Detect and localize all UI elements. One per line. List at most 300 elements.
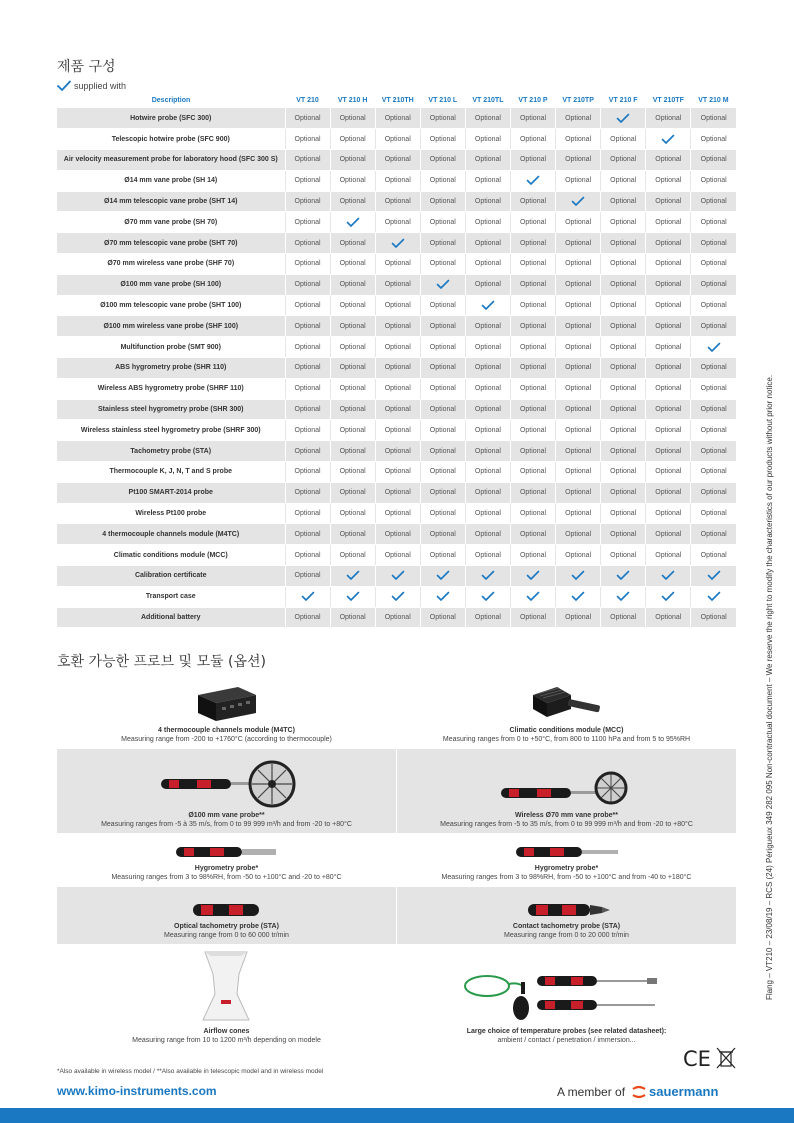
cell-optional: Optional bbox=[691, 129, 736, 150]
cell-optional: Optional bbox=[646, 524, 691, 545]
header-model: VT 210 L bbox=[428, 97, 458, 104]
cell-optional: Optional bbox=[285, 503, 330, 524]
product-name: Hygrometry probe* bbox=[534, 865, 599, 872]
product-row bbox=[57, 834, 736, 886]
check-icon bbox=[707, 342, 721, 353]
table-row bbox=[57, 212, 736, 233]
check-icon bbox=[481, 570, 495, 581]
cell-supplied bbox=[691, 586, 736, 607]
table-row bbox=[57, 316, 736, 337]
cell-optional: Optional bbox=[556, 233, 601, 254]
check-icon bbox=[436, 570, 450, 581]
cell-optional: Optional bbox=[646, 337, 691, 358]
check-icon bbox=[571, 196, 585, 207]
cell-supplied bbox=[556, 191, 601, 212]
cell-optional: Optional bbox=[556, 170, 601, 191]
climatic-module-icon bbox=[527, 683, 607, 723]
product-name: Hygrometry probe* bbox=[194, 865, 259, 872]
cell-optional: Optional bbox=[601, 274, 646, 295]
cell-optional: Optional bbox=[601, 337, 646, 358]
cell-supplied bbox=[375, 233, 420, 254]
cell-optional: Optional bbox=[420, 233, 465, 254]
cell-optional: Optional bbox=[556, 545, 601, 566]
cell-optional: Optional bbox=[465, 482, 510, 503]
cell-optional: Optional bbox=[420, 420, 465, 441]
cell-optional: Optional bbox=[285, 337, 330, 358]
cell-optional: Optional bbox=[556, 482, 601, 503]
bottom-bar bbox=[0, 1108, 794, 1123]
table-row bbox=[57, 150, 736, 171]
cell-optional: Optional bbox=[465, 191, 510, 212]
cell-optional: Optional bbox=[510, 399, 555, 420]
cell-supplied bbox=[601, 108, 646, 129]
cell-supplied bbox=[420, 566, 465, 587]
cell-optional: Optional bbox=[510, 129, 555, 150]
check-icon bbox=[526, 591, 540, 602]
cell-optional: Optional bbox=[420, 337, 465, 358]
cell-optional: Optional bbox=[375, 524, 420, 545]
vane-probe-icon bbox=[497, 768, 637, 808]
row-description: Calibration certificate bbox=[57, 566, 285, 587]
cell-optional: Optional bbox=[646, 295, 691, 316]
cell-optional: Optional bbox=[375, 482, 420, 503]
cell-optional: Optional bbox=[285, 295, 330, 316]
cell-optional: Optional bbox=[285, 191, 330, 212]
airflow-cone-icon bbox=[197, 948, 257, 1024]
table-row bbox=[57, 503, 736, 524]
product-desc: Measuring range from -200 to +1760°C (according to thermocouple) bbox=[121, 736, 332, 743]
product-desc: Measuring ranges from 3 to 98%RH, from -50 to +100°C and from -40 to +180°C bbox=[441, 874, 692, 881]
cell-optional: Optional bbox=[375, 170, 420, 191]
products-grid bbox=[57, 676, 736, 1049]
cell-optional: Optional bbox=[330, 441, 375, 462]
cell-optional: Optional bbox=[330, 316, 375, 337]
legend-supplied bbox=[57, 80, 126, 92]
check-icon bbox=[346, 570, 360, 581]
cell-optional: Optional bbox=[285, 420, 330, 441]
check-icon bbox=[436, 279, 450, 290]
cell-optional: Optional bbox=[375, 150, 420, 171]
cell-optional: Optional bbox=[646, 358, 691, 379]
cell-optional: Optional bbox=[601, 378, 646, 399]
cell-optional: Optional bbox=[556, 274, 601, 295]
product-name: Large choice of temperature probes (see related datasheet): bbox=[466, 1028, 667, 1035]
cell-optional: Optional bbox=[330, 503, 375, 524]
cell-optional: Optional bbox=[691, 254, 736, 275]
cell-optional: Optional bbox=[285, 212, 330, 233]
product-desc: Measuring range from 0 to 60 000 tr/min bbox=[164, 932, 289, 939]
cell-optional: Optional bbox=[465, 503, 510, 524]
cell-optional: Optional bbox=[285, 441, 330, 462]
cell-optional: Optional bbox=[465, 212, 510, 233]
cell-optional: Optional bbox=[465, 420, 510, 441]
product-name: Climatic conditions module (MCC) bbox=[509, 727, 624, 734]
cell-optional: Optional bbox=[601, 358, 646, 379]
cell-optional: Optional bbox=[646, 108, 691, 129]
cell-supplied bbox=[330, 566, 375, 587]
cell-optional: Optional bbox=[510, 420, 555, 441]
cell-optional: Optional bbox=[420, 503, 465, 524]
cell-optional: Optional bbox=[465, 233, 510, 254]
check-icon bbox=[391, 238, 405, 249]
cell-optional: Optional bbox=[556, 337, 601, 358]
check-icon bbox=[571, 591, 585, 602]
check-icon bbox=[661, 591, 675, 602]
cell-optional: Optional bbox=[510, 441, 555, 462]
cell-optional: Optional bbox=[420, 170, 465, 191]
cell-optional: Optional bbox=[465, 545, 510, 566]
cell-optional: Optional bbox=[556, 358, 601, 379]
check-icon bbox=[526, 175, 540, 186]
check-icon bbox=[707, 591, 721, 602]
check-icon bbox=[391, 570, 405, 581]
sauermann-logo bbox=[631, 1084, 718, 1099]
cell-supplied bbox=[510, 170, 555, 191]
cell-supplied bbox=[646, 129, 691, 150]
cell-optional: Optional bbox=[285, 358, 330, 379]
cell-optional: Optional bbox=[375, 295, 420, 316]
row-description: Thermocouple K, J, N, T and S probe bbox=[57, 462, 285, 483]
cell-optional: Optional bbox=[285, 524, 330, 545]
cell-optional: Optional bbox=[510, 150, 555, 171]
cell-optional: Optional bbox=[556, 420, 601, 441]
cell-optional: Optional bbox=[375, 254, 420, 275]
table-row bbox=[57, 441, 736, 462]
row-description: 4 thermocouple channels module (M4TC) bbox=[57, 524, 285, 545]
cell-optional: Optional bbox=[375, 358, 420, 379]
check-icon bbox=[526, 570, 540, 581]
cell-optional: Optional bbox=[556, 462, 601, 483]
member-label: A member of bbox=[557, 1084, 626, 1099]
cell-optional: Optional bbox=[330, 607, 375, 628]
cell-optional: Optional bbox=[601, 191, 646, 212]
cell-optional: Optional bbox=[510, 378, 555, 399]
cell-optional: Optional bbox=[375, 378, 420, 399]
row-description: Air velocity measurement probe for laboratory hood (SFC 300 S) bbox=[57, 150, 285, 171]
cell-optional: Optional bbox=[330, 378, 375, 399]
row-description: Ø14 mm vane probe (SH 14) bbox=[57, 170, 285, 191]
cell-optional: Optional bbox=[510, 212, 555, 233]
cell-optional: Optional bbox=[646, 545, 691, 566]
cell-optional: Optional bbox=[420, 212, 465, 233]
cell-optional: Optional bbox=[601, 170, 646, 191]
cell-optional: Optional bbox=[285, 482, 330, 503]
row-description: Wireless stainless steel hygrometry probe (SHRF 300) bbox=[57, 420, 285, 441]
table-row bbox=[57, 586, 736, 607]
cell-optional: Optional bbox=[420, 191, 465, 212]
cell-optional: Optional bbox=[420, 378, 465, 399]
product-desc: Measuring ranges from 0 to +50°C, from 800 to 1100 hPa and from 5 to 95%RH bbox=[442, 736, 691, 743]
cell-supplied bbox=[691, 337, 736, 358]
cell-optional: Optional bbox=[646, 170, 691, 191]
cell-optional: Optional bbox=[375, 274, 420, 295]
cell-optional: Optional bbox=[691, 191, 736, 212]
cell-optional: Optional bbox=[691, 503, 736, 524]
cell-optional: Optional bbox=[285, 274, 330, 295]
page-title: 제품 구성 bbox=[57, 59, 116, 75]
cell-optional: Optional bbox=[420, 399, 465, 420]
row-description: ABS hygrometry probe (SHR 110) bbox=[57, 358, 285, 379]
cell-optional: Optional bbox=[285, 378, 330, 399]
cell-optional: Optional bbox=[691, 524, 736, 545]
product-desc: Measuring ranges from -5 to 35 m/s, from 0 to 99 999 m³/h and from -20 to +80°C bbox=[440, 821, 693, 828]
row-description: Hotwire probe (SFC 300) bbox=[57, 108, 285, 129]
cell-optional: Optional bbox=[465, 441, 510, 462]
cell-optional: Optional bbox=[330, 337, 375, 358]
table-row bbox=[57, 170, 736, 191]
cell-supplied bbox=[420, 586, 465, 607]
row-description: Transport case bbox=[57, 586, 285, 607]
legal-side-text: Flang – VT210 – 23/08/19 – RCS (24) Périgueux 349 282 095 Non-contractual document – We reserve the right to modify the characteristics of our products without prior notice. bbox=[765, 374, 774, 1000]
table-row bbox=[57, 129, 736, 150]
cell-optional: Optional bbox=[601, 316, 646, 337]
cell-optional: Optional bbox=[420, 482, 465, 503]
product-desc: Measuring ranges from -5 à 35 m/s, from 0 to 99 999 m³/h and from -20 to +80°C bbox=[101, 821, 352, 828]
cell-optional: Optional bbox=[285, 545, 330, 566]
header-model: VT 210 bbox=[296, 97, 319, 104]
cell-optional: Optional bbox=[556, 254, 601, 275]
product-desc: Measuring range from 10 to 1200 m³/h depending on modele bbox=[132, 1037, 321, 1044]
cell-optional: Optional bbox=[691, 545, 736, 566]
cell-optional: Optional bbox=[556, 295, 601, 316]
check-icon bbox=[301, 591, 315, 602]
cell-optional: Optional bbox=[330, 482, 375, 503]
cell-optional: Optional bbox=[556, 399, 601, 420]
cell-optional: Optional bbox=[691, 233, 736, 254]
cell-optional: Optional bbox=[285, 150, 330, 171]
cell-optional: Optional bbox=[510, 482, 555, 503]
cell-supplied bbox=[375, 586, 420, 607]
product-name: Airflow cones bbox=[203, 1028, 250, 1035]
check-icon bbox=[481, 591, 495, 602]
cell-optional: Optional bbox=[375, 399, 420, 420]
cell-optional: Optional bbox=[601, 462, 646, 483]
cell-optional: Optional bbox=[691, 212, 736, 233]
table-row bbox=[57, 420, 736, 441]
product-card bbox=[57, 887, 396, 944]
cell-supplied bbox=[465, 586, 510, 607]
cell-optional: Optional bbox=[330, 358, 375, 379]
cell-optional: Optional bbox=[285, 129, 330, 150]
table-row bbox=[57, 358, 736, 379]
cell-optional: Optional bbox=[510, 191, 555, 212]
product-card bbox=[397, 676, 736, 748]
product-row bbox=[57, 887, 736, 944]
cell-optional: Optional bbox=[330, 254, 375, 275]
cell-optional: Optional bbox=[601, 129, 646, 150]
cell-optional: Optional bbox=[691, 150, 736, 171]
cell-optional: Optional bbox=[646, 212, 691, 233]
row-description: Stainless steel hygrometry probe (SHR 300) bbox=[57, 399, 285, 420]
cell-optional: Optional bbox=[330, 274, 375, 295]
configuration-table bbox=[57, 93, 736, 628]
member-of bbox=[557, 1084, 718, 1099]
row-description: Wireless ABS hygrometry probe (SHRF 110) bbox=[57, 378, 285, 399]
cell-optional: Optional bbox=[375, 545, 420, 566]
product-name: Optical tachometry probe (STA) bbox=[174, 923, 279, 930]
cell-supplied bbox=[285, 586, 330, 607]
check-icon bbox=[391, 591, 405, 602]
product-desc: Measuring range from 0 to 20 000 tr/min bbox=[504, 932, 629, 939]
cell-optional: Optional bbox=[375, 441, 420, 462]
cell-optional: Optional bbox=[510, 316, 555, 337]
cell-optional: Optional bbox=[285, 316, 330, 337]
footnote: *Also available in wireless model / **Also available in telescopic model and in wireless model bbox=[57, 1068, 324, 1075]
product-name: Wireless Ø70 mm vane probe** bbox=[514, 812, 619, 819]
cell-optional: Optional bbox=[601, 441, 646, 462]
cell-optional: Optional bbox=[691, 378, 736, 399]
tachometry-probe-icon bbox=[187, 901, 267, 919]
product-name: Ø100 mm vane probe** bbox=[188, 812, 265, 819]
cell-supplied bbox=[330, 586, 375, 607]
cell-optional: Optional bbox=[330, 420, 375, 441]
cell-optional: Optional bbox=[285, 108, 330, 129]
cell-optional: Optional bbox=[601, 482, 646, 503]
cell-optional: Optional bbox=[601, 524, 646, 545]
cell-optional: Optional bbox=[465, 274, 510, 295]
hygrometry-probe-icon bbox=[512, 843, 622, 861]
cell-optional: Optional bbox=[285, 233, 330, 254]
cell-supplied bbox=[510, 586, 555, 607]
legend-label: supplied with bbox=[74, 81, 127, 91]
table-header bbox=[57, 93, 736, 108]
header-model: VT 210TP bbox=[562, 97, 594, 104]
row-description: Climatic conditions module (MCC) bbox=[57, 545, 285, 566]
cell-optional: Optional bbox=[420, 545, 465, 566]
cell-optional: Optional bbox=[691, 108, 736, 129]
cell-optional: Optional bbox=[375, 607, 420, 628]
check-icon bbox=[707, 570, 721, 581]
brand-name: sauermann bbox=[649, 1084, 719, 1099]
cell-optional: Optional bbox=[285, 399, 330, 420]
header-model: VT 210 M bbox=[698, 97, 729, 104]
cell-optional: Optional bbox=[420, 129, 465, 150]
cell-optional: Optional bbox=[465, 462, 510, 483]
module-box-icon bbox=[192, 681, 262, 723]
cell-optional: Optional bbox=[601, 420, 646, 441]
cell-optional: Optional bbox=[556, 524, 601, 545]
table-row bbox=[57, 482, 736, 503]
header-model: VT 210 H bbox=[337, 97, 368, 104]
cell-optional: Optional bbox=[465, 108, 510, 129]
cell-optional: Optional bbox=[646, 254, 691, 275]
table-row bbox=[57, 254, 736, 275]
cell-optional: Optional bbox=[330, 150, 375, 171]
cell-optional: Optional bbox=[465, 254, 510, 275]
cell-optional: Optional bbox=[601, 545, 646, 566]
cell-optional: Optional bbox=[420, 441, 465, 462]
cell-optional: Optional bbox=[691, 358, 736, 379]
cell-optional: Optional bbox=[375, 212, 420, 233]
cell-optional: Optional bbox=[330, 524, 375, 545]
row-description: Telescopic hotwire probe (SFC 900) bbox=[57, 129, 285, 150]
cell-optional: Optional bbox=[510, 108, 555, 129]
cell-optional: Optional bbox=[691, 316, 736, 337]
row-description: Ø100 mm telescopic vane probe (SHT 100) bbox=[57, 295, 285, 316]
cell-optional: Optional bbox=[601, 254, 646, 275]
product-card bbox=[397, 945, 736, 1049]
table-row bbox=[57, 274, 736, 295]
sauermann-logo-icon bbox=[631, 1086, 647, 1098]
cell-optional: Optional bbox=[691, 420, 736, 441]
cell-optional: Optional bbox=[420, 607, 465, 628]
check-icon bbox=[346, 591, 360, 602]
cell-optional: Optional bbox=[510, 274, 555, 295]
cell-optional: Optional bbox=[465, 316, 510, 337]
cell-optional: Optional bbox=[420, 462, 465, 483]
cell-optional: Optional bbox=[556, 316, 601, 337]
check-icon bbox=[616, 591, 630, 602]
table-row bbox=[57, 108, 736, 129]
cell-supplied bbox=[375, 566, 420, 587]
row-description: Ø70 mm vane probe (SH 70) bbox=[57, 212, 285, 233]
ce-marks bbox=[683, 1046, 737, 1075]
table-row bbox=[57, 607, 736, 628]
cell-optional: Optional bbox=[691, 295, 736, 316]
cell-optional: Optional bbox=[420, 108, 465, 129]
product-card bbox=[397, 749, 736, 833]
cell-optional: Optional bbox=[420, 295, 465, 316]
row-description: Tachometry probe (STA) bbox=[57, 441, 285, 462]
table-body bbox=[57, 108, 736, 628]
cell-supplied bbox=[556, 586, 601, 607]
check-icon bbox=[616, 570, 630, 581]
cell-optional: Optional bbox=[330, 399, 375, 420]
cell-optional: Optional bbox=[375, 191, 420, 212]
cell-optional: Optional bbox=[646, 274, 691, 295]
cell-supplied bbox=[691, 566, 736, 587]
row-description: Ø100 mm vane probe (SH 100) bbox=[57, 274, 285, 295]
cell-optional: Optional bbox=[375, 503, 420, 524]
product-card bbox=[57, 945, 396, 1049]
cell-optional: Optional bbox=[556, 607, 601, 628]
product-row bbox=[57, 676, 736, 748]
cell-optional: Optional bbox=[465, 524, 510, 545]
product-card bbox=[57, 749, 396, 833]
cell-optional: Optional bbox=[601, 399, 646, 420]
product-desc: ambient / contact / penetration / immersion... bbox=[497, 1037, 636, 1044]
cell-optional: Optional bbox=[691, 274, 736, 295]
row-description: Ø70 mm telescopic vane probe (SHT 70) bbox=[57, 233, 285, 254]
cell-optional: Optional bbox=[465, 150, 510, 171]
cell-optional: Optional bbox=[510, 358, 555, 379]
cell-optional: Optional bbox=[285, 170, 330, 191]
cell-optional: Optional bbox=[420, 524, 465, 545]
cell-optional: Optional bbox=[646, 233, 691, 254]
cell-optional: Optional bbox=[375, 108, 420, 129]
cell-optional: Optional bbox=[691, 399, 736, 420]
cell-optional: Optional bbox=[465, 337, 510, 358]
row-description: Additional battery bbox=[57, 607, 285, 628]
cell-optional: Optional bbox=[330, 233, 375, 254]
header-model: VT 210TF bbox=[652, 97, 684, 104]
cell-supplied bbox=[646, 586, 691, 607]
cell-optional: Optional bbox=[510, 295, 555, 316]
cell-optional: Optional bbox=[420, 316, 465, 337]
header-description: Description bbox=[151, 97, 191, 104]
check-icon bbox=[616, 113, 630, 124]
product-row bbox=[57, 945, 736, 1049]
cell-optional: Optional bbox=[510, 337, 555, 358]
cell-optional: Optional bbox=[691, 607, 736, 628]
website-link[interactable]: www.kimo-instruments.com bbox=[57, 1084, 217, 1098]
cell-supplied bbox=[601, 586, 646, 607]
cell-optional: Optional bbox=[691, 482, 736, 503]
cell-optional: Optional bbox=[646, 150, 691, 171]
cell-optional: Optional bbox=[556, 108, 601, 129]
cell-optional: Optional bbox=[465, 170, 510, 191]
cell-supplied bbox=[601, 566, 646, 587]
